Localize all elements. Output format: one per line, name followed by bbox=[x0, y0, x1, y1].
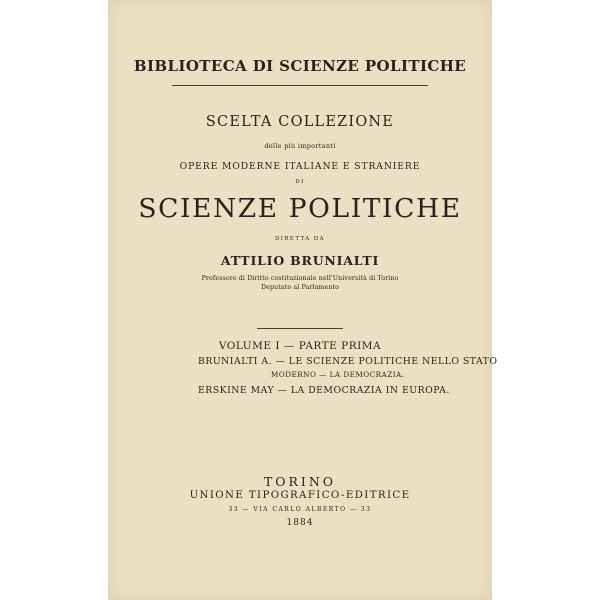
imprint-publisher: UNIONE TIPOGRAFICO-EDITRICE bbox=[189, 490, 411, 501]
works-description: OPERE MODERNE ITALIANE E STRANIERE bbox=[179, 161, 421, 172]
editor-credentials-2: Deputato al Parlamento bbox=[261, 284, 339, 291]
editor-credentials-1: Professore di Diritto costituzionale nell'Università di Torino bbox=[201, 275, 399, 282]
contents-entry: MODERNO — LA DEMOCRAZIA. bbox=[271, 370, 405, 379]
top-rule bbox=[172, 85, 428, 86]
collection-note: delle più importanti bbox=[264, 142, 336, 150]
collection-heading: SCELTA COLLEZIONE bbox=[205, 114, 395, 130]
imprint-city: TORINO bbox=[263, 474, 337, 489]
title-page bbox=[108, 0, 498, 600]
volume-heading: VOLUME I — PARTE PRIMA bbox=[218, 340, 382, 352]
middle-rule bbox=[257, 328, 343, 329]
imprint-address: 33 — VIA CARLO ALBERTO — 33 bbox=[228, 506, 372, 513]
contents-entry: BRUNIALTI A. — LE SCIENZE POLITICHE NELLO STATO bbox=[198, 356, 498, 367]
directed-by-label: DIRETTA DA bbox=[275, 236, 325, 242]
subject-title: SCIENZE POLITICHE bbox=[138, 193, 462, 224]
series-title: BIBLIOTECA DI SCIENZE POLITICHE bbox=[133, 57, 467, 75]
imprint-year: 1884 bbox=[286, 518, 314, 528]
preposition: DI bbox=[295, 179, 305, 185]
editor-name: ATTILIO BRUNIALTI bbox=[220, 253, 380, 268]
contents-entry: ERSKINE MAY — LA DEMOCRAZIA IN EUROPA. bbox=[198, 385, 450, 396]
